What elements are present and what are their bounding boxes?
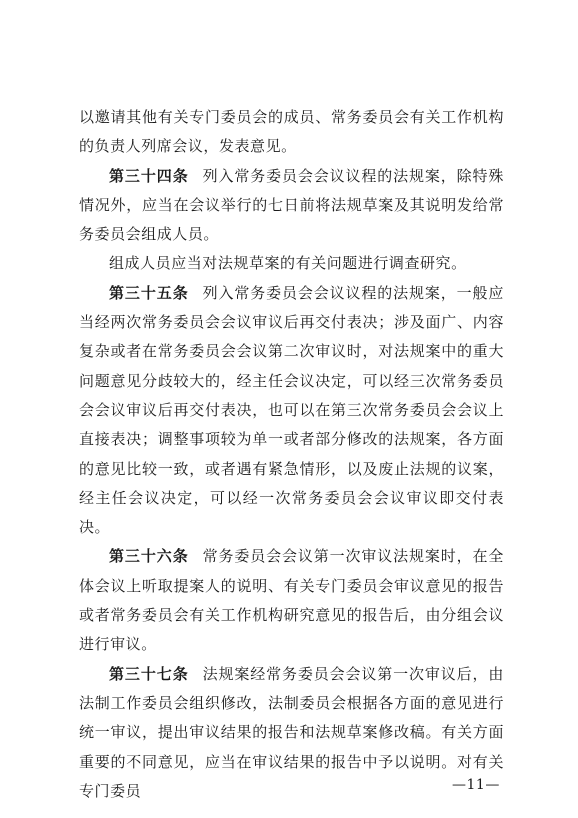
- paragraph-text: 列入常务委员会会议议程的法规案，一般应当经两次常务委员会会议审议后再交付表决；涉及面广、内容复杂或者在常务委员会会议第二次审议时，对法规案中的重大问题意见分歧较大的，经主任会议决定，可以经三次常务委员会会议审议后再交付表决，也可以在第三次常务委员会会议上直接表决；调整事项较为单一或者部分修改的法规案，各方面的意见比较一致，或者遇有紧急情形，以及废止法规的议案，经主任会议决定，可以经一次常务委员会会议审议即交付表决。: [79, 283, 504, 537]
- article-37: [79, 660, 504, 806]
- article-36: [79, 542, 504, 659]
- article-heading: 第三十四条: [109, 166, 189, 185]
- paragraph-text: 组成人员应当对法规草案的有关问题进行调查研究。: [109, 254, 467, 273]
- paragraph-text: 列入常务委员会会议议程的法规案，除特殊情况外，应当在会议举行的七日前将法规草案及其说明发给常务委员会组成人员。: [79, 166, 504, 244]
- article-heading: 第三十五条: [109, 283, 189, 302]
- article-35: [79, 279, 504, 543]
- paragraph-text: 常务委员会会议第一次审议法规案时，在全体会议上听取提案人的说明、有关专门委员会审议意见的报告或者常务委员会有关工作机构研究意见的报告后，由分组会议进行审议。: [79, 547, 504, 654]
- article-34: [79, 162, 504, 250]
- document-body: [79, 103, 504, 806]
- paragraph-continuation: [79, 103, 504, 162]
- article-heading: 第三十七条: [109, 664, 189, 683]
- page-number: —11—: [452, 777, 500, 793]
- paragraph-plain: [79, 249, 504, 278]
- article-heading: 第三十六条: [109, 547, 189, 566]
- paragraph-text: 以邀请其他有关专门委员会的成员、常务委员会有关工作机构的负责人列席会议，发表意见。: [79, 108, 504, 156]
- paragraph-text: 法规案经常务委员会会议第一次审议后，由法制工作委员会组织修改，法制委员会根据各方面的意见进行统一审议，提出审议结果的报告和法规草案修改稿。有关方面重要的不同意见，应当在审议结果的报告中予以说明。对有关专门委员: [79, 664, 504, 800]
